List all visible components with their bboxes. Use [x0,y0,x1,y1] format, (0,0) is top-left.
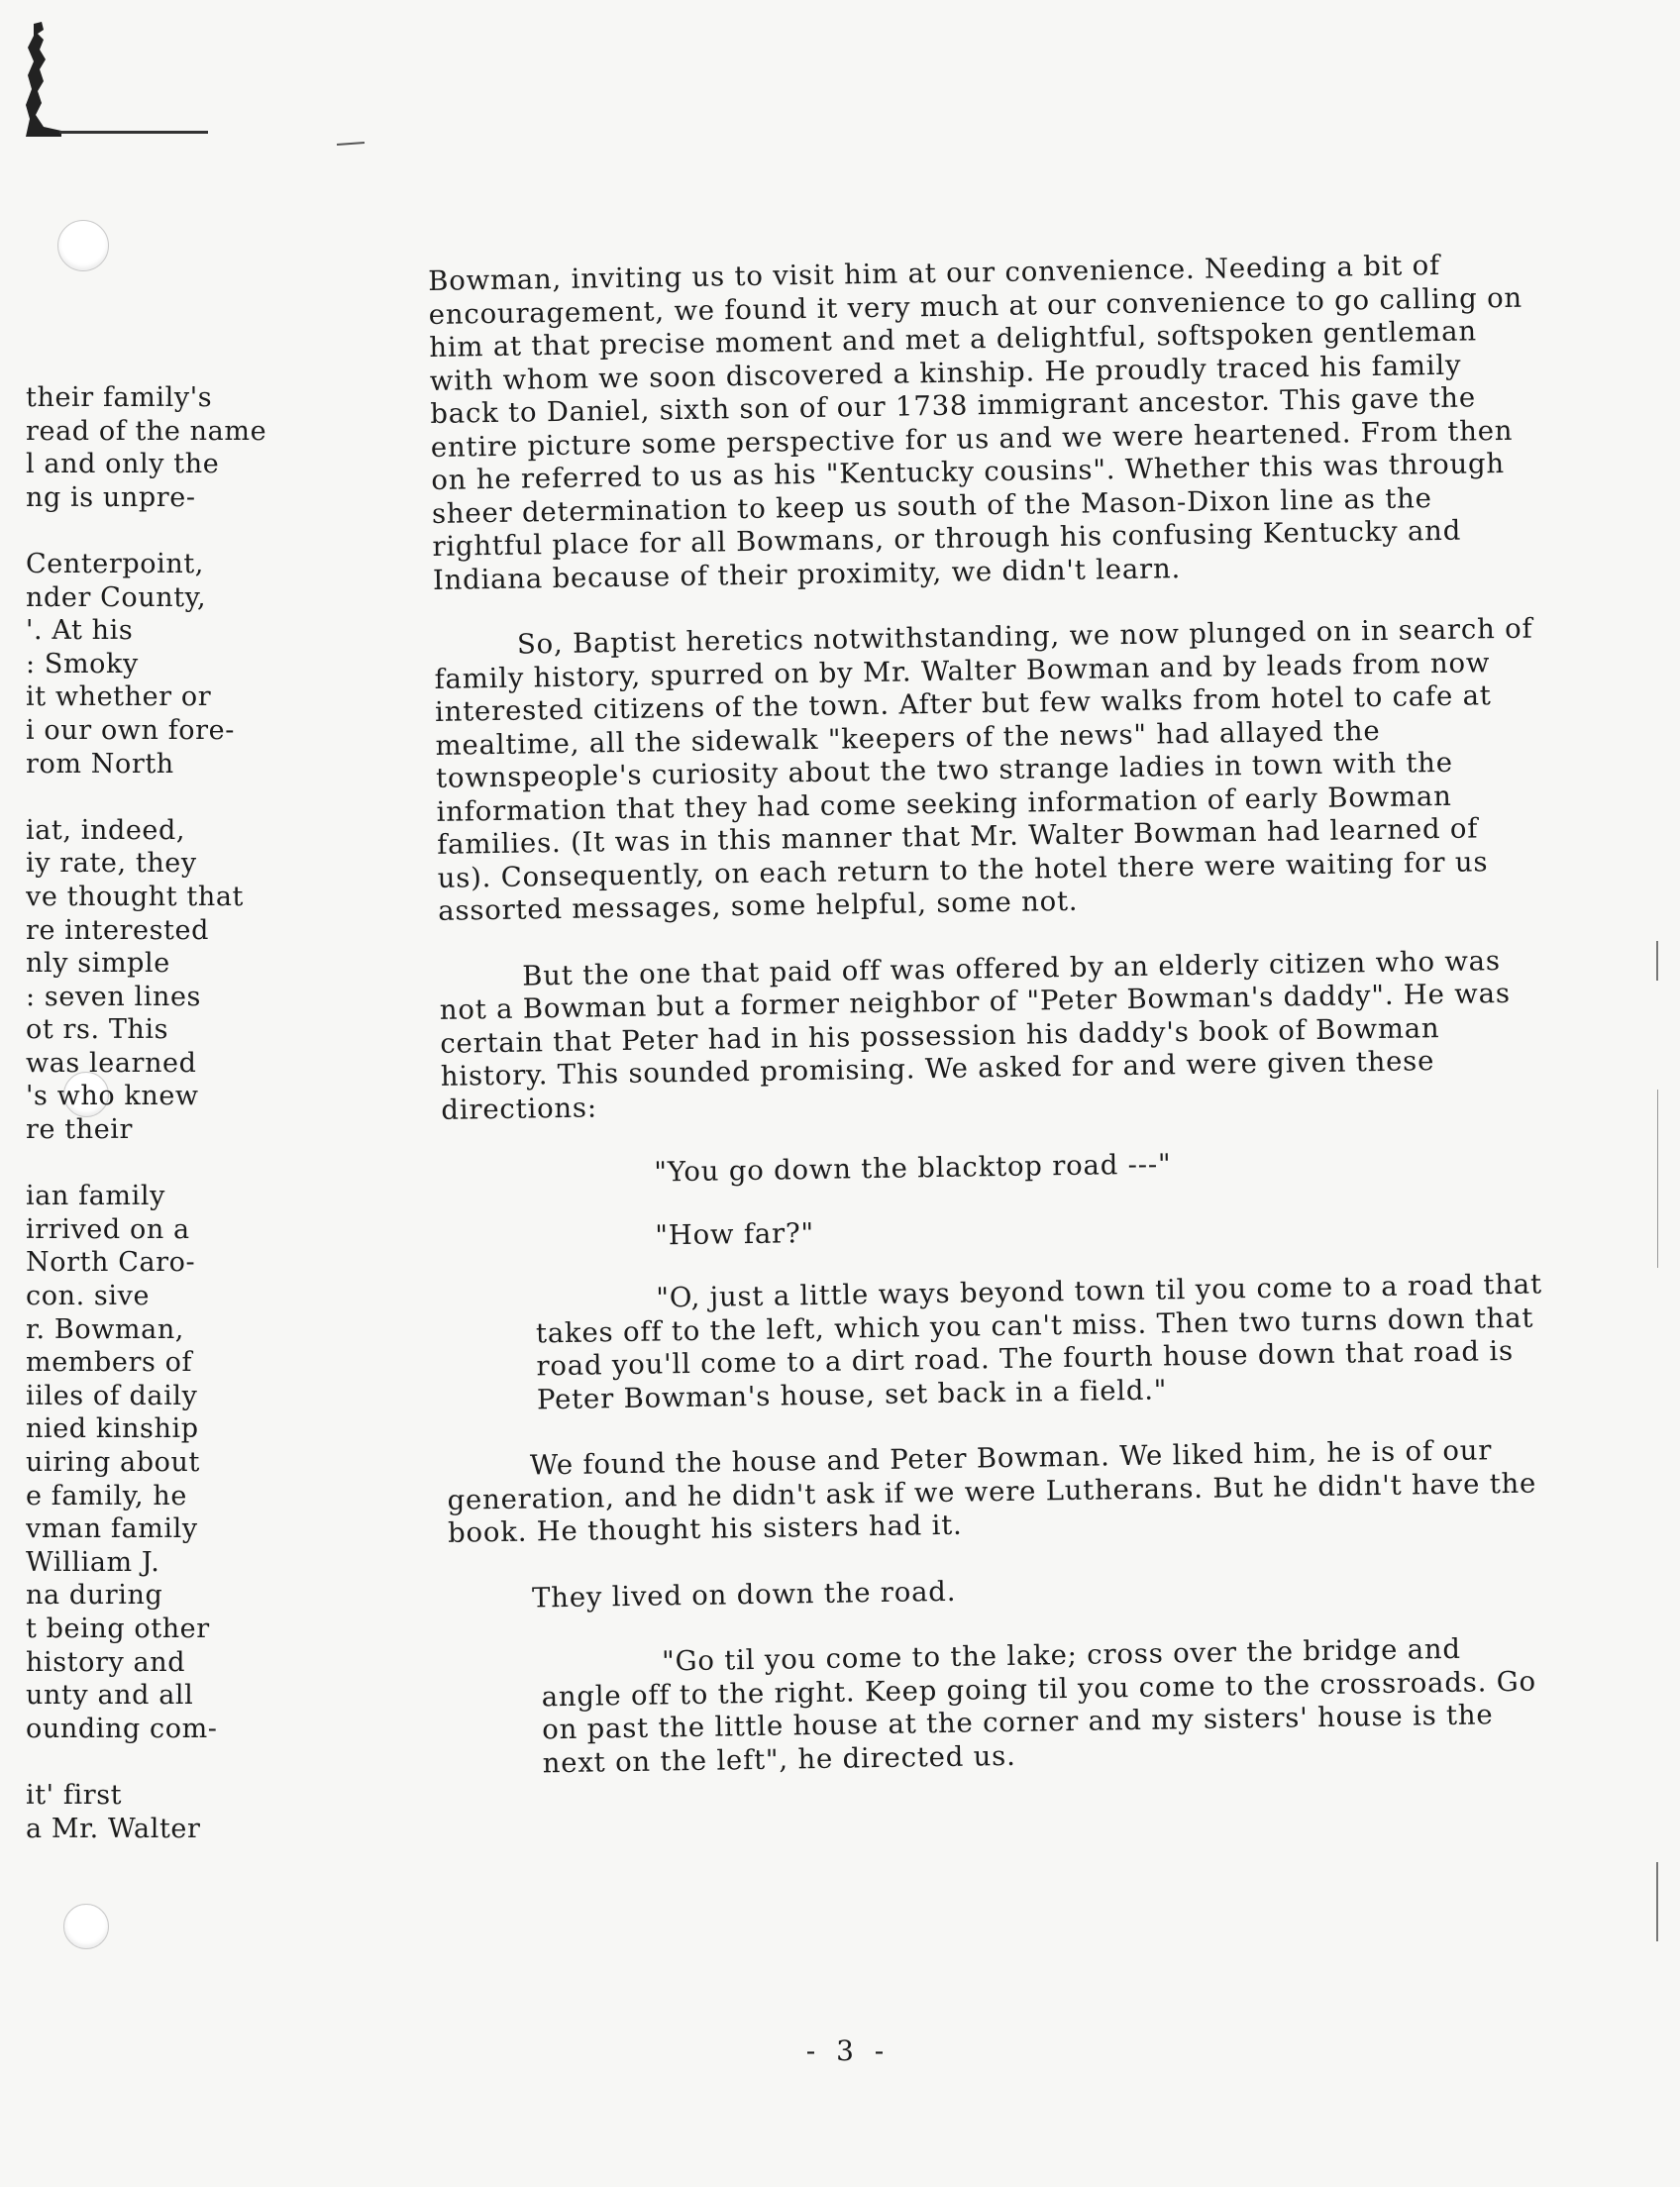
fragment-line: ian family [26,1181,165,1212]
fragment-line: their family's [26,382,213,413]
dialogue-line: "How far?" [655,1216,815,1252]
scan-corner-mark [22,20,61,139]
dialogue-block [450,1631,1551,1781]
paragraph: Bowman, inviting us to visit him at our convenience. Needing a bit of encouragement, we found it very much at our convenience to go calling on him at that precise moment and met a delightful, softspoken gentleman with whom we soon discovered a kinship. He proudly traced his family back to Daniel, sixth son of our 1738 immigrant ancestor. This gave the entire picture some perspective for us and we were heartened. From then on he referred to us as his "Kentucky cousins". Whether this was through sheer determination to keep us south of the Mason-Dixon line as the rightful place for all Bowmans, or through his confusing Kentucky and Indiana because of their proximity, we didn't learn. [428,249,1523,596]
fragment-line [26,781,323,814]
fragment-line: members of [26,1347,193,1379]
fragment-line: i our own fore- [26,714,235,746]
fragment-line: : seven lines [26,981,202,1012]
paragraph: We found the house and Peter Bowman. We liked him, he is of our generation, and he didn't ask if we were Lutherans. But he didn't have the book. He thought his sisters had it. [447,1434,1537,1549]
fragment-line: re their [26,1114,134,1146]
fragment-line: r. Bowman, [26,1313,184,1345]
punch-hole [57,220,109,271]
fragment-line: con. sive [26,1281,151,1312]
fragment-line [26,1147,323,1181]
previous-page-fragment [26,381,323,1845]
dialogue-line: "You go down the blacktop road ---" [654,1148,1172,1189]
fragment-line: e family, he [26,1480,187,1511]
fragment-line: nly simple [26,948,170,980]
page-body [428,249,1551,1815]
fragment-line: : Smoky [26,648,139,679]
punch-hole [63,1904,109,1949]
fragment-line: nder County, [26,581,207,613]
fragment-line: it whether or [26,681,212,713]
fragment-line: na during [26,1580,163,1612]
fragment-line: ng is unpre- [26,481,196,513]
fragment-line: t being other [26,1613,210,1644]
scan-rule-line [59,131,208,134]
fragment-line: l and only the [26,449,220,480]
fragment-line: uiring about [26,1447,200,1478]
scan-mark [337,142,365,146]
fragment-line: iy rate, they [26,848,197,880]
scan-edge-mark [1656,1862,1658,1941]
dialogue-block [444,1268,1545,1417]
dialogue-line: "O, just a little ways beyond town til you come to a road that takes off to the left, which you can't miss. Then two turns down that road you'll come to a dirt road. The fourth house down that road is Peter Bowman's house, set back in a field." [535,1268,1543,1415]
fragment-line: it' first [26,1779,123,1811]
fragment-line: irrived on a [26,1213,190,1245]
scan-edge-mark [1657,1090,1658,1268]
scan-edge-mark [1656,941,1658,981]
fragment-line: nied kinship [26,1413,199,1445]
fragment-line: re interested [26,914,209,946]
paragraph: They lived on down the road. [531,1575,957,1614]
fragment-line: unty and all [26,1680,194,1712]
fragment-line: ot rs. This [26,1014,169,1046]
fragment-line: history and [26,1646,186,1678]
fragment-line [26,1745,323,1779]
fragment-line: iat, indeed, [26,814,186,846]
fragment-line: 's who knew [26,1081,199,1112]
fragment-line: Centerpoint, [26,548,204,579]
fragment-line: North Caro- [26,1247,196,1279]
fragment-line: ve thought that [26,881,244,912]
fragment-line: was learned [26,1047,197,1079]
fragment-line: iiles of daily [26,1380,198,1411]
fragment-line: vman family [26,1513,198,1545]
paragraph: But the one that paid off was offered by an elderly citizen who was not a Bowman but a former neighbor of "Peter Bowman's daddy". He was certain that Peter had in his possession his daddy's book of Bowman history. This sounded promising. We asked for and were given these directions: [439,944,1511,1126]
fragment-line: ounding com- [26,1713,218,1744]
fragment-line: read of the name [26,415,267,447]
dialogue-line: "Go til you come to the lake; cross over the bridge and angle off to the right. Keep going til you come to the crossroads. Go on past the little house at the corner and my sisters' house is the next on the left", he directed us. [541,1632,1537,1779]
fragment-line [26,514,323,548]
fragment-line: William J. [26,1546,160,1578]
fragment-line: rom North [26,748,174,780]
fragment-line: '. At his [26,615,134,647]
page-number: - 3 - [805,2034,891,2067]
paragraph: So, Baptist heretics notwithstanding, we now plunged on in search of family history, spurred on by Mr. Walter Bowman and by leads from now interested citizens of the town. After but few walks from hotel to cafe at mealtime, all the sidewalk "keepers of the news" had allayed the townspeople's curiosity about the two strange ladies in town with the information that they had come seeking information of early Bowman families. (It was in this manner that Mr. Walter Bowman had learned of us). Consequently, on each return to the hotel there were waiting for us assorted messages, some helpful, some not. [434,612,1533,927]
fragment-line: a Mr. Walter [26,1813,201,1844]
